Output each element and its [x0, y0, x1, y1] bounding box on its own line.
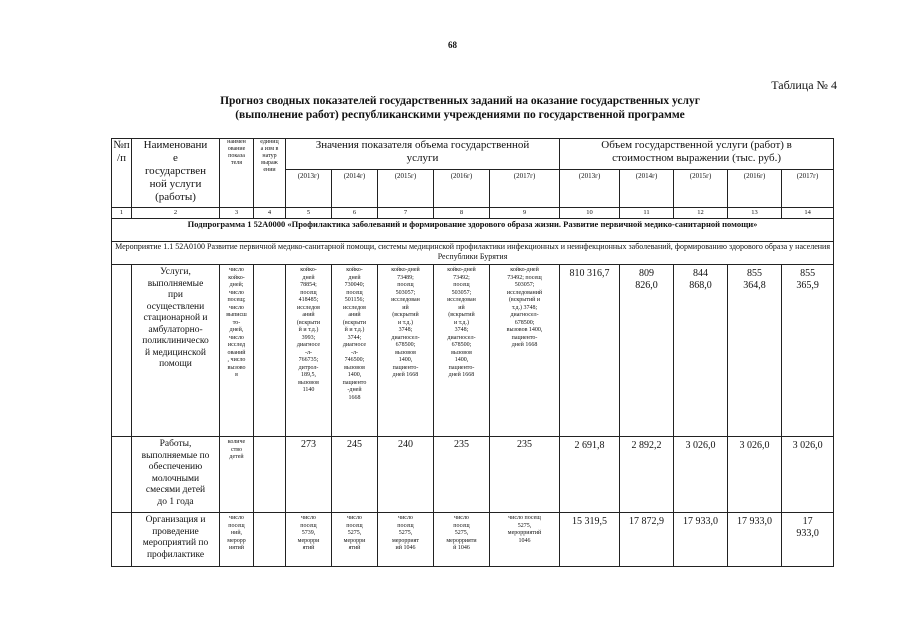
header-service-name: Наименовани е государствен ной услуги (работы)	[132, 139, 220, 208]
column-number: 4	[254, 208, 286, 219]
header-unit: единиц а изм в натур выраж ении	[254, 139, 286, 208]
column-number: 11	[620, 208, 674, 219]
volume-value: 240	[378, 437, 434, 513]
header-indicator: наимен ование показа теля	[220, 139, 254, 208]
cost-value: 17 933,0	[728, 513, 782, 567]
volume-value: число посещ 5275, мероpри ятий	[332, 513, 378, 567]
subprogram-title: Подпрограмма 1 52А0000 «Профилактика заболеваний и формирование здорового образа жизни. Развитие первичной медико-санитарной помощи»	[112, 219, 834, 242]
header-num: №п /п	[112, 139, 132, 208]
volume-value: 235	[434, 437, 490, 513]
column-number: 6	[332, 208, 378, 219]
table-row	[112, 265, 834, 437]
column-number: 3	[220, 208, 254, 219]
volume-value: 235	[490, 437, 560, 513]
table-row	[112, 513, 834, 567]
header-cost-year: (2016г)	[728, 170, 782, 208]
table-row	[112, 437, 834, 513]
column-number: 5	[286, 208, 332, 219]
header-cost-year: (2015г)	[674, 170, 728, 208]
cost-value: 855 364,8	[728, 265, 782, 437]
page-number: 68	[448, 40, 457, 50]
unit-of-measure	[254, 513, 286, 567]
title-line-2: (выполнение работ) республиканскими учреждениями по государственной программе	[235, 109, 685, 121]
cost-value: 17 872,9	[620, 513, 674, 567]
service-name: Работы, выполняемые по обеспечению молочными смесями детей до 1 года	[132, 437, 220, 513]
indicator-name: число койко- дней; число посещ; число выписш то- дней, число исслед ований , число вызово в	[220, 265, 254, 437]
volume-value: койко- дней 78854; посещ 418485; исследов аний (вскрыти й и т.д.) 3993; диагносе -л- 766735; дитрол- 189,5, вызовов 1140	[286, 265, 332, 437]
header-volume-year: (2017г)	[490, 170, 560, 208]
header-volume-year: (2013г)	[286, 170, 332, 208]
header-cost-group: Объем государственной услуги (работ) в стоимостном выражении (тыс. руб.)	[560, 139, 834, 170]
cost-value: 3 026,0	[728, 437, 782, 513]
unit-of-measure	[254, 437, 286, 513]
column-number: 12	[674, 208, 728, 219]
indicator-name: число посещ ний, мероpр иятий	[220, 513, 254, 567]
column-number: 14	[782, 208, 834, 219]
volume-value: 273	[286, 437, 332, 513]
row-number	[112, 513, 132, 567]
column-number: 10	[560, 208, 620, 219]
subprogram-row	[112, 219, 834, 242]
header-cost-year: (2013г)	[560, 170, 620, 208]
volume-value: число посещ 5739, мероpри ятий	[286, 513, 332, 567]
indicator-name: количе ство детей	[220, 437, 254, 513]
volume-value: койко-дней 73492; посещ 503057; исследован ий (вскрытий и т.д.) 3748; диагносел- 678500; вызовов 1400, пациенто- дней 1668	[434, 265, 490, 437]
service-name: Организация и проведение мероприятий по профилактике	[132, 513, 220, 567]
header-volume-year: (2014г)	[332, 170, 378, 208]
cost-value: 3 026,0	[782, 437, 834, 513]
column-number: 2	[132, 208, 220, 219]
cost-value: 2 691,8	[560, 437, 620, 513]
cost-value: 17 933,0	[674, 513, 728, 567]
volume-value: число посещ 5275, мероpрияти й 1046	[434, 513, 490, 567]
row-number	[112, 265, 132, 437]
measure-title: Мероприятие 1.1 52А0100 Развитие первичной медико-санитарной помощи, системы медицинской профилактики инфекционных и неинфекционных заболеваний, формированию здорового образа у населения Республики Бурятия	[112, 242, 834, 265]
column-number: 13	[728, 208, 782, 219]
cost-value: 15 319,5	[560, 513, 620, 567]
forecast-table	[111, 138, 834, 567]
measure-row	[112, 242, 834, 265]
volume-value: число посещ 5275, мероpрият ий 1046	[378, 513, 434, 567]
column-number: 1	[112, 208, 132, 219]
volume-value: койко-дней 73489; посещ 503057; исследован ий (вскрытий и т.д.) 3748; диагносел- 678500; вызовов 1400, пациенто- дней 1668	[378, 265, 434, 437]
table-label: Таблица № 4	[771, 78, 837, 92]
volume-value: 245	[332, 437, 378, 513]
column-number-row	[112, 208, 834, 219]
unit-of-measure	[254, 265, 286, 437]
header-row-1	[112, 139, 834, 170]
column-number: 8	[434, 208, 490, 219]
header-cost-year: (2014г)	[620, 170, 674, 208]
header-volume-year: (2015г)	[378, 170, 434, 208]
volume-value: койко- дней 730040; посещ 501156; исследов аний (вскрыти й и т.д.) 3744; диагносе -л- 746500; вызовов 1400, пациенто -дней 1668	[332, 265, 378, 437]
column-number: 7	[378, 208, 434, 219]
cost-value: 2 892,2	[620, 437, 674, 513]
cost-value: 844 868,0	[674, 265, 728, 437]
cost-value: 809 826,0	[620, 265, 674, 437]
title-line-1: Прогноз сводных показателей государственных заданий на оказание государственных услуг	[220, 95, 700, 107]
header-cost-year: (2017г)	[782, 170, 834, 208]
row-number	[112, 437, 132, 513]
column-number: 9	[490, 208, 560, 219]
cost-value: 17 933,0	[782, 513, 834, 567]
service-name: Услуги, выполняемые при осуществлени стационарной и амбулаторно- поликлиническо й медицинской помощи	[132, 265, 220, 437]
volume-value: число посещ 5275, мероpриятий 1046	[490, 513, 560, 567]
cost-value: 855 365,9	[782, 265, 834, 437]
header-volume-group: Значения показателя объема государственной услуги	[286, 139, 560, 170]
volume-value: койко-дней 73492; посещ 503057; исследований (вскрытий и т.д.) 3748; диагносел- 678500; вызовов 1400, пациенто- дней 1668	[490, 265, 560, 437]
header-volume-year: (2016г)	[434, 170, 490, 208]
cost-value: 3 026,0	[674, 437, 728, 513]
cost-value: 810 316,7	[560, 265, 620, 437]
document-title	[150, 94, 770, 122]
